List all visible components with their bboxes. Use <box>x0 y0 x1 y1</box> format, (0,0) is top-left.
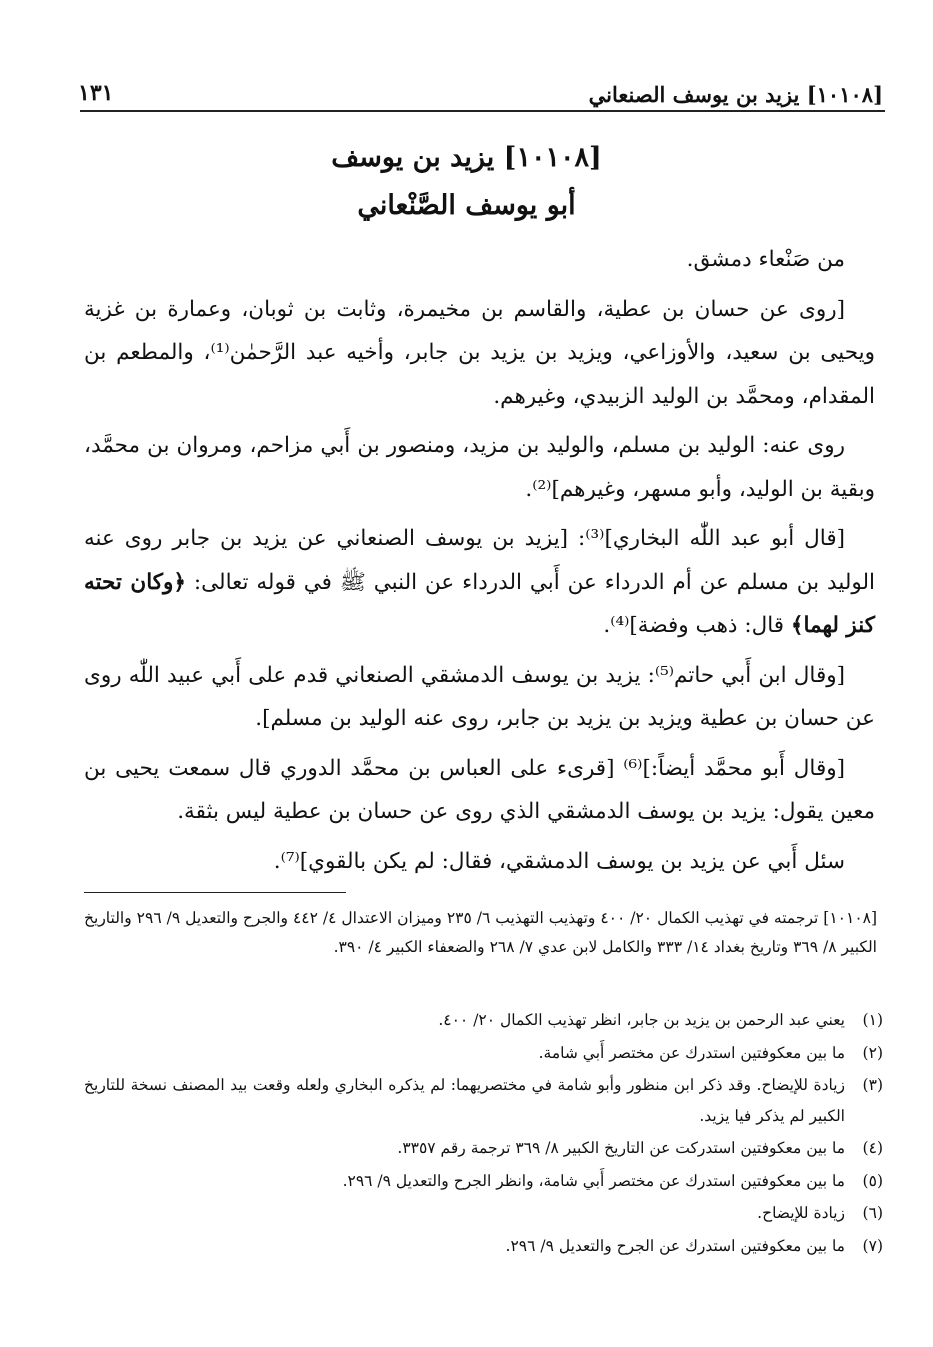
footnote-text: ما بين معكوفتين استدرك عن الجرح والتعديل ٩/ ٢٩٦. <box>505 1236 845 1255</box>
entry-subtitle: أبو يوسف الصَّنْعاني <box>357 190 576 221</box>
page-number: ١٣١ <box>78 80 114 106</box>
main-text <box>84 238 875 883</box>
footnote-number: (٢) <box>862 1043 883 1062</box>
footnote-number: (٥) <box>862 1171 883 1190</box>
footnote <box>84 1166 883 1197</box>
bukhari-text-b: قال: ذهب وفضة]⁽⁴⁾. <box>603 613 791 638</box>
paragraph-abu-muhammad: [وقال أَبو محمَّد أيضاً:]⁽⁶⁾ [قرىء على العباس بن محمَّد الدوري قال سمعت يحيى بن معين يقول: يزيد بن يوسف الدمشقي الذي روى عن حسان بن عطية ليس بثقة. <box>84 755 875 824</box>
footnote <box>84 1198 883 1229</box>
footnote-rule <box>84 892 346 893</box>
footnotes-list <box>84 1005 883 1263</box>
running-header-title: [١٠١٠٨] يزيد بن يوسف الصنعاني <box>588 82 883 107</box>
quran-verse: ﴿وكان تحته كنز لهما﴾ <box>84 569 875 638</box>
footnote-text: زيادة للإيضاح. <box>757 1204 845 1222</box>
footnote-text: يعني عبد الرحمن بن يزيد بن جابر، انظر تهذيب الكمال ٢٠/ ٤٠٠. <box>438 1011 845 1029</box>
header-rule <box>80 110 885 112</box>
footnote <box>84 1231 883 1262</box>
footnote-text: ما بين معكوفتين استدرك عن مختصر أَبي شامة، وانظر الجرح والتعديل ٩/ ٢٩٦. <box>342 1171 845 1190</box>
paragraph-bukhari <box>84 517 875 648</box>
footnote-text: زيادة للإيضاح. وقد ذكر ابن منظور وأبو شامة في مختصريهما: لم يذكره البخاري ولعله وقعت بيد المصنف نسخة للتاريخ الكبير لم يذكر فيا يزيد. <box>84 1076 845 1125</box>
footnote-number: (٦) <box>862 1204 883 1222</box>
footnote-text: ما بين معكوفتين استدرك عن مختصر أَبي شامة. <box>538 1043 845 1062</box>
footnote <box>84 1070 883 1131</box>
entry-title: [١٠١٠٨] يزيد بن يوسف <box>331 142 602 173</box>
footnote-number: (٧) <box>862 1236 883 1255</box>
footnote-text: ما بين معكوفتين استدركت عن التاريخ الكبير ٨/ ٣٦٩ ترجمة رقم ٣٣٥٧. <box>397 1139 845 1157</box>
paragraph-father: سئل أَبي عن يزيد بن يوسف الدمشقي، فقال: لم يكن بالقوي]⁽⁷⁾. <box>273 848 845 874</box>
paragraph-narrated-by: روى عنه: الوليد بن مسلم، والوليد بن مزيد، ومنصور بن أَبي مزاحم، ومروان بن محمَّد، وبقية بن الوليد، وأبو مسهر، وغيرهم]⁽²⁾. <box>84 433 875 502</box>
bukhari-text-a: [قال أبو عبد اللّٰه البخاري]⁽³⁾: [يزيد بن يوسف الصنعاني عن يزيد بن جابر روى عنه الوليد بن مسلم عن أم الدرداء عن أَبي الدرداء عن النبي ﷺ في قوله تعالى: <box>84 526 875 595</box>
footnote-number: (١) <box>862 1011 883 1029</box>
footnote <box>84 1038 883 1069</box>
footnote-number: (٤) <box>862 1139 883 1157</box>
footnote <box>84 1005 883 1036</box>
footnote <box>84 1133 883 1164</box>
paragraph-origin: من صَنْعاء دمشق. <box>686 247 845 272</box>
footnote-number: (٣) <box>862 1076 883 1094</box>
sources-note: [١٠١٠٨] ترجمته في تهذيب الكمال ٢٠/ ٤٠٠ وتهذيب التهذيب ٦/ ٢٣٥ وميزان الاعتدال ٤/ ٤٤٢ والجرح والتعديل ٩/ ٢٩٦ والتاريخ الكبير ٨/ ٣٦٩ وتاريخ بغداد ١٤/ ٣٣٣ والكامل لابن عدي ٧/ ٢٦٨ والضعفاء الكبير ٤/ ٣٩٠. <box>84 909 878 956</box>
paragraph-narrated-from: [روى عن حسان بن عطية، والقاسم بن مخيمرة، وثابت بن ثوبان، وعمارة بن غزية ويحيى بن سعيد، والأوزاعي، ويزيد بن يزيد بن جابر، وأخيه عبد الرَّحمٰن⁽¹⁾، والمطعم بن المقدام، ومحمَّد بن الوليد الزبيدي، وغيرهم. <box>84 296 875 409</box>
paragraph-abi-hatim: [وقال ابن أَبي حاتم⁽⁵⁾: يزيد بن يوسف الدمشقي الصنعاني قدم على أَبي عبيد اللّٰه روى عن حسان بن عطية ويزيد بن يزيد بن جابر، روى عنه الوليد بن مسلم]. <box>84 662 875 731</box>
